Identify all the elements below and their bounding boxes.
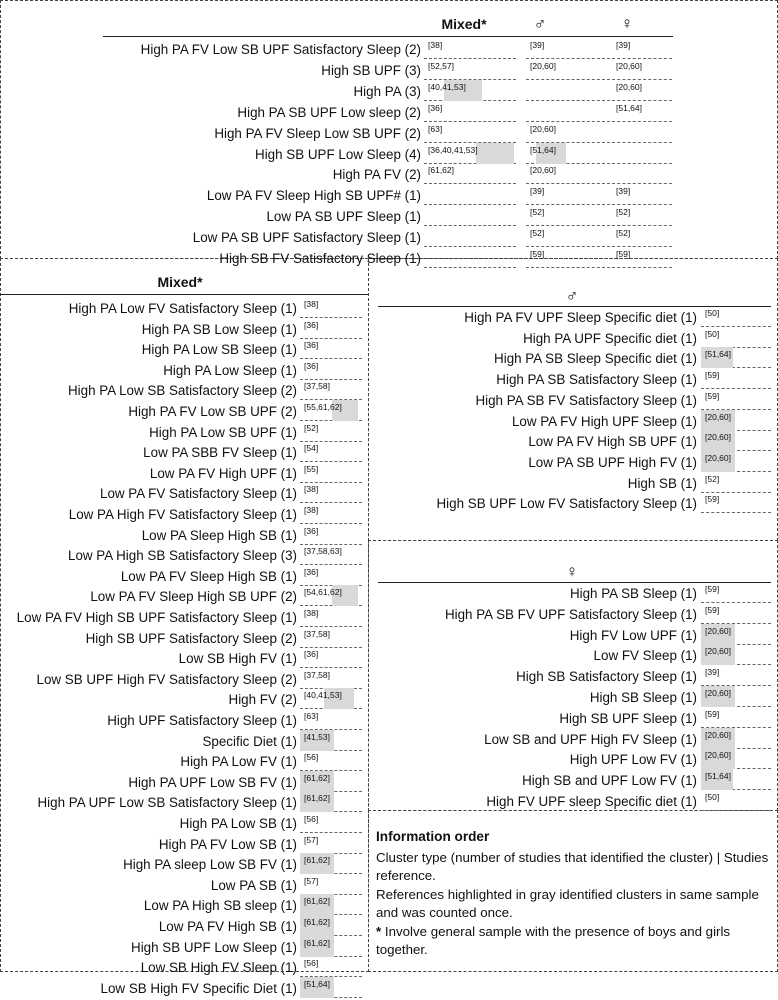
cluster-label: High PA UPF Specific diet (1)	[523, 330, 697, 346]
study-reference: [36]	[304, 360, 319, 371]
mixed-table-row	[0, 915, 368, 938]
top-table-row	[0, 184, 778, 207]
cluster-label: High SB Satisfactory Sleep (1)	[516, 669, 697, 685]
top-table-row	[0, 122, 778, 145]
mixed-ref-cell	[300, 544, 362, 567]
study-reference: [52,57]	[428, 60, 454, 71]
cluster-label: High PA sleep Low SB FV (1)	[123, 857, 297, 873]
study-reference: [20,60]	[705, 688, 731, 698]
mixed-ref-cell	[300, 977, 362, 1000]
boys-ref-cell	[526, 184, 610, 207]
info-line-mixed-text: Involve general sample with the presence of boys and girls together.	[376, 923, 731, 957]
top-table-row	[0, 163, 778, 186]
cluster-label: High SB UPF Sleep (1)	[559, 710, 697, 726]
study-reference: [38]	[304, 299, 319, 309]
cell-underline	[701, 512, 771, 513]
cluster-label: High SB UPF (3)	[321, 62, 421, 78]
study-reference: [59]	[530, 249, 545, 259]
boys-ref-cell	[526, 122, 610, 145]
study-reference: [20,60]	[530, 60, 556, 71]
study-reference: [52]	[616, 207, 631, 218]
mixed-ref-cell	[300, 812, 362, 835]
cluster-label: Low SB High FV (1)	[178, 651, 297, 667]
girls-ref-cell	[701, 728, 771, 751]
top-table-row	[0, 38, 778, 61]
gray-highlight	[476, 143, 514, 164]
girls-ref-cell	[701, 603, 771, 626]
girls-table-row	[0, 665, 778, 688]
boys-table-row	[0, 492, 778, 515]
cluster-label: High PA SB FV UPF Satisfactory Sleep (1)	[444, 606, 697, 622]
girls-ref-cell	[612, 184, 672, 207]
boys-table-row	[0, 347, 778, 370]
cluster-label: Low PA Sleep High SB (1)	[141, 527, 297, 543]
info-title: Information order	[376, 829, 490, 844]
mixed-ref-cell	[424, 80, 516, 103]
study-reference: [56]	[304, 814, 319, 824]
cluster-label: Low SB High FV Specific Diet (1)	[100, 980, 297, 996]
cluster-label: High SB (1)	[627, 475, 697, 491]
girls-ref-cell	[612, 205, 672, 228]
top-table-row	[0, 226, 778, 249]
boys-ref-cell	[701, 451, 771, 474]
mixed-ref-cell	[300, 853, 362, 876]
mixed-ref-cell	[300, 524, 362, 547]
boys-table-row	[0, 389, 778, 412]
study-reference: [56]	[304, 958, 319, 969]
mixed-ref-cell	[424, 101, 516, 124]
study-reference: [55]	[304, 463, 319, 474]
cluster-label: Low PA SB UPF Sleep (1)	[266, 209, 421, 225]
boys-ref-cell	[526, 226, 610, 249]
study-reference: [61,62]	[428, 165, 454, 176]
boys-ref-cell	[701, 389, 771, 412]
girls-ref-cell	[612, 163, 672, 186]
girls-ref-cell	[612, 101, 672, 124]
study-reference: [37,58,63]	[304, 546, 342, 557]
information-order-box	[376, 828, 772, 960]
boys-ref-cell	[701, 430, 771, 453]
cluster-label: Low PA FV High UPF (1)	[149, 465, 297, 481]
top-table-row	[0, 80, 778, 103]
mixed-ref-cell	[424, 143, 516, 166]
cluster-label: High PA Low Sleep (1)	[163, 362, 297, 378]
cluster-label: High FV Low UPF (1)	[569, 627, 697, 643]
cluster-label: Low PA FV High SB (1)	[158, 919, 297, 934]
cluster-label: High SB FV Satisfactory Sleep (1)	[219, 251, 421, 266]
cluster-label: Low FV Sleep (1)	[593, 648, 697, 664]
cell-underline	[701, 810, 771, 811]
girls-ref-cell	[701, 748, 771, 771]
cluster-label: High PA SB Sleep Specific diet (1)	[494, 351, 697, 367]
study-reference: [36]	[304, 525, 319, 536]
girls-table-row	[0, 769, 778, 792]
cluster-label: High PA Low SB (1)	[179, 816, 297, 831]
mixed-ref-cell	[424, 247, 516, 270]
study-reference: [51,64]	[304, 978, 330, 989]
cluster-label: Low PA High FV Satisfactory Sleep (1)	[68, 507, 297, 522]
cluster-label: Low PA SB UPF Satisfactory Sleep (1)	[192, 230, 421, 246]
cluster-label: Low SB High FV Sleep (1)	[140, 960, 297, 976]
girls-ref-cell	[701, 624, 771, 647]
mixed-ref-cell	[300, 915, 362, 938]
study-reference: [20,60]	[530, 165, 556, 176]
study-reference: [54]	[304, 443, 319, 454]
girls-table-row	[0, 748, 778, 771]
cluster-label: Low PA FV Sleep High SB UPF# (1)	[206, 188, 421, 204]
study-reference: [20,60]	[616, 81, 642, 92]
male-symbol-icon: ♂	[533, 14, 547, 33]
cluster-label: High PA UPF Low SB FV (1)	[128, 774, 297, 790]
mixed-ref-cell	[300, 894, 362, 917]
girls-ref-cell	[612, 226, 672, 249]
cluster-label: High SB UPF Low Sleep (1)	[131, 939, 297, 955]
cell-underline	[612, 267, 672, 268]
info-line-cluster-type: Cluster type (number of studies that identified the cluster) | Studies reference.	[376, 849, 769, 883]
cluster-label: High FV (2)	[228, 692, 297, 708]
mixed-header-rule	[0, 294, 368, 295]
study-reference: [52]	[304, 422, 319, 433]
boys-table-row	[0, 306, 778, 329]
top-table-row	[0, 101, 778, 124]
boys-table-row	[0, 410, 778, 433]
cluster-label: Low PA High SB Satisfactory Sleep (3)	[68, 548, 297, 564]
study-reference: [20,60]	[705, 646, 731, 657]
study-reference: [39]	[530, 40, 545, 50]
study-reference: [40,41,53]	[304, 690, 342, 701]
study-reference: [38]	[304, 484, 319, 495]
girls-ref-cell	[701, 582, 771, 605]
mixed-table-row	[0, 812, 368, 835]
cluster-label: High UPF Satisfactory Sleep (1)	[107, 713, 297, 728]
cluster-label: High PA FV Low SB (1)	[158, 836, 297, 852]
mixed-table-row	[0, 977, 368, 1000]
girls-table-row	[0, 707, 778, 730]
study-reference: [50]	[705, 792, 720, 802]
top-table-row	[0, 247, 778, 270]
study-reference: [36]	[304, 649, 319, 660]
study-reference: [37,58]	[304, 669, 330, 680]
cluster-label: High PA SB FV Satisfactory Sleep (1)	[475, 392, 697, 408]
mixed-ref-cell	[424, 38, 516, 61]
girls-ref-cell	[612, 59, 672, 82]
cell-underline	[424, 267, 516, 268]
boys-ref-cell	[701, 368, 771, 391]
study-reference: [38]	[304, 505, 319, 515]
study-reference: [59]	[705, 494, 720, 505]
female-symbol-icon: ♀	[565, 562, 579, 581]
cluster-label: High PA Low FV Satisfactory Sleep (1)	[68, 301, 297, 316]
study-reference: [39]	[530, 186, 545, 197]
study-reference: [59]	[705, 584, 720, 594]
study-reference: [41,53]	[304, 731, 330, 742]
study-reference: [20,60]	[705, 432, 731, 443]
girls-ref-cell	[701, 790, 771, 813]
girls-table-row	[0, 624, 778, 647]
study-reference: [61,62]	[304, 917, 330, 927]
cell-underline	[526, 267, 610, 268]
boys-ref-cell	[526, 38, 610, 61]
boys-ref-cell	[526, 80, 610, 103]
study-reference: [40,41,53]	[428, 81, 466, 92]
study-reference: [38]	[304, 608, 319, 618]
girls-table-row	[0, 790, 778, 813]
girls-table-row	[0, 686, 778, 709]
mixed-ref-cell	[424, 205, 516, 228]
study-reference: [36]	[304, 319, 319, 330]
girls-ref-cell	[612, 143, 672, 166]
mixed-ref-cell	[424, 184, 516, 207]
study-reference: [39]	[705, 667, 720, 678]
study-reference: [59]	[705, 604, 720, 615]
boys-table-row	[0, 430, 778, 453]
cluster-label: Low PA SB UPF High FV (1)	[528, 454, 697, 470]
study-reference: [36]	[304, 566, 319, 577]
cluster-label: Low PA SBB FV Sleep (1)	[143, 445, 297, 461]
study-reference: [55,61,62]	[304, 402, 342, 412]
girls-table-row	[0, 582, 778, 605]
cluster-label: High PA SB Sleep (1)	[569, 586, 697, 601]
boys-table-row	[0, 327, 778, 350]
cluster-label: High PA (3)	[353, 83, 421, 99]
mixed-table-row	[0, 853, 368, 876]
boys-ref-cell	[701, 410, 771, 433]
study-reference: [39]	[616, 40, 631, 50]
study-reference: [63]	[428, 123, 443, 134]
cluster-label: High PA SB Low Sleep (1)	[141, 321, 297, 337]
study-reference: [52]	[530, 207, 545, 218]
cluster-label: High PA Low SB UPF (1)	[149, 424, 297, 440]
study-reference: [57]	[304, 834, 319, 845]
mixed-ref-cell	[300, 874, 362, 897]
mixed-ref-cell	[424, 163, 516, 186]
study-reference: [37,58]	[304, 628, 330, 639]
study-reference: [36]	[428, 102, 443, 113]
boys-ref-cell	[701, 327, 771, 350]
cluster-label: High UPF Low FV (1)	[569, 752, 697, 768]
boys-ref-cell	[701, 472, 771, 495]
girls-table-row	[0, 644, 778, 667]
mixed-ref-cell	[424, 59, 516, 82]
info-line-highlight: References highlighted in gray identified clusters in same sample and was counted once.	[376, 886, 759, 920]
boys-table-row	[0, 472, 778, 495]
cluster-label: High SB Sleep (1)	[589, 690, 697, 705]
cluster-label: High SB and UPF Low FV (1)	[522, 773, 697, 789]
cluster-label: Low PA FV High SB UPF Satisfactory Sleep (1)	[16, 610, 297, 625]
boys-table-row	[0, 451, 778, 474]
study-reference: [39]	[616, 186, 631, 197]
study-reference: [38]	[428, 40, 443, 50]
study-reference: [63]	[304, 711, 319, 721]
mixed-table-row	[0, 544, 368, 567]
girls-ref-cell	[701, 707, 771, 730]
cluster-label: High PA FV Low SB UPF (2)	[128, 404, 297, 419]
mixed-table-row	[0, 894, 368, 917]
cluster-label: Low PA High SB sleep (1)	[143, 898, 297, 914]
mixed-table-row	[0, 524, 368, 547]
study-reference: [51,64]	[705, 349, 731, 360]
top-header-rule	[103, 36, 673, 37]
study-reference: [57]	[304, 875, 319, 886]
boys-ref-cell	[526, 143, 610, 166]
cluster-label: Low PA FV High UPF Sleep (1)	[511, 413, 697, 429]
study-reference: [61,62]	[304, 793, 330, 804]
study-reference: [52]	[530, 228, 545, 239]
cluster-label: High PA FV Low SB UPF Satisfactory Sleep (2)	[140, 42, 421, 57]
girls-ref-cell	[701, 769, 771, 792]
study-reference: [20,60]	[705, 750, 731, 761]
girls-ref-cell	[612, 38, 672, 61]
top-table-row	[0, 59, 778, 82]
cluster-label: Low PA FV Sleep High SB UPF (2)	[90, 589, 297, 605]
male-symbol-icon: ♂	[565, 286, 579, 305]
cluster-label: High PA Low SB Satisfactory Sleep (2)	[68, 383, 297, 399]
girls-ref-cell	[701, 665, 771, 688]
study-reference: [54,61,62]	[304, 587, 342, 598]
study-reference: [37,58]	[304, 381, 330, 392]
cluster-label: High PA FV UPF Sleep Specific diet (1)	[464, 310, 697, 325]
cluster-label: High FV UPF sleep Specific diet (1)	[486, 794, 697, 809]
study-reference: [61,62]	[304, 772, 330, 783]
study-reference: [51,64]	[530, 144, 556, 155]
girls-ref-cell	[612, 247, 672, 270]
mixed-table-row	[0, 936, 368, 959]
study-reference: [61,62]	[304, 937, 330, 948]
study-reference: [20,60]	[705, 625, 731, 636]
study-reference: [20,60]	[705, 729, 731, 740]
study-reference: [52]	[705, 473, 720, 484]
girls-ref-cell	[701, 686, 771, 709]
study-reference: [36]	[304, 340, 319, 351]
study-reference: [20,60]	[705, 452, 731, 463]
cluster-label: High PA SB UPF Low sleep (2)	[237, 104, 421, 120]
boys-ref-cell	[526, 247, 610, 270]
cluster-label: Low SB and UPF High FV Sleep (1)	[484, 731, 697, 747]
study-reference: [56]	[304, 752, 319, 763]
mixed-table-header: Mixed*	[157, 274, 203, 290]
cluster-label: High PA FV Sleep Low SB UPF (2)	[214, 125, 421, 141]
cluster-label: Low PA SB (1)	[210, 877, 297, 893]
boys-ref-cell	[526, 59, 610, 82]
cluster-label: Low SB UPF High FV Satisfactory Sleep (2)	[36, 671, 297, 687]
cluster-label: Low PA FV Satisfactory Sleep (1)	[100, 486, 297, 502]
asterisk-mark: *	[376, 923, 382, 939]
study-reference: [50]	[705, 328, 720, 339]
cluster-label: High SB UPF Satisfactory Sleep (2)	[85, 630, 297, 646]
study-reference: [59]	[705, 708, 720, 719]
mixed-table-row	[0, 956, 368, 979]
study-reference: [61,62]	[304, 896, 330, 907]
top-table-row	[0, 205, 778, 228]
mixed-ref-cell	[300, 956, 362, 979]
boys-ref-cell	[526, 101, 610, 124]
girls-ref-cell	[701, 644, 771, 667]
female-symbol-icon: ♀	[620, 14, 634, 33]
cluster-label: Specific Diet (1)	[202, 733, 297, 749]
girls-ref-cell	[612, 122, 672, 145]
study-reference: [20,60]	[705, 411, 731, 422]
girls-table-row	[0, 603, 778, 626]
mixed-ref-cell	[300, 936, 362, 959]
study-reference: [59]	[705, 390, 720, 401]
top-header-mixed: Mixed*	[441, 16, 487, 32]
boys-table-row	[0, 368, 778, 391]
mixed-ref-cell	[424, 226, 516, 249]
study-reference: [59]	[616, 249, 631, 259]
study-reference: [20,60]	[616, 60, 642, 71]
top-table-row	[0, 143, 778, 166]
mixed-table-row	[0, 833, 368, 856]
cluster-label: High PA SB Satisfactory Sleep (1)	[496, 372, 697, 388]
cluster-label: High PA Low FV (1)	[180, 754, 297, 770]
boys-ref-cell	[701, 306, 771, 329]
cluster-label: High SB UPF Low FV Satisfactory Sleep (1)	[436, 496, 697, 512]
cluster-label: Low PA FV Sleep High SB (1)	[120, 568, 297, 584]
girls-ref-cell	[612, 80, 672, 103]
boys-ref-cell	[526, 163, 610, 186]
study-reference: [36,40,41,53]	[428, 144, 478, 155]
cluster-label: Low PA FV High SB UPF (1)	[528, 434, 697, 450]
cluster-label: High SB UPF Low Sleep (4)	[255, 146, 421, 162]
cluster-label: High PA UPF Low SB Satisfactory Sleep (1)	[37, 795, 297, 811]
study-reference: [59]	[705, 370, 720, 381]
boys-ref-cell	[701, 347, 771, 370]
cluster-label: High PA FV (2)	[332, 167, 421, 183]
mixed-ref-cell	[300, 833, 362, 856]
study-reference: [61,62]	[304, 855, 330, 866]
info-line-mixed-note	[376, 923, 772, 960]
boys-ref-cell	[701, 492, 771, 515]
boys-ref-cell	[526, 205, 610, 228]
mixed-table-row	[0, 874, 368, 897]
study-reference: [52]	[616, 228, 631, 239]
study-reference: [51,64]	[705, 771, 731, 782]
study-reference: [51,64]	[616, 102, 642, 113]
mixed-ref-cell	[424, 122, 516, 145]
cluster-label: High PA Low SB Sleep (1)	[141, 342, 297, 358]
study-reference: [20,60]	[530, 123, 556, 134]
study-reference: [50]	[705, 308, 720, 318]
girls-table-row	[0, 728, 778, 751]
